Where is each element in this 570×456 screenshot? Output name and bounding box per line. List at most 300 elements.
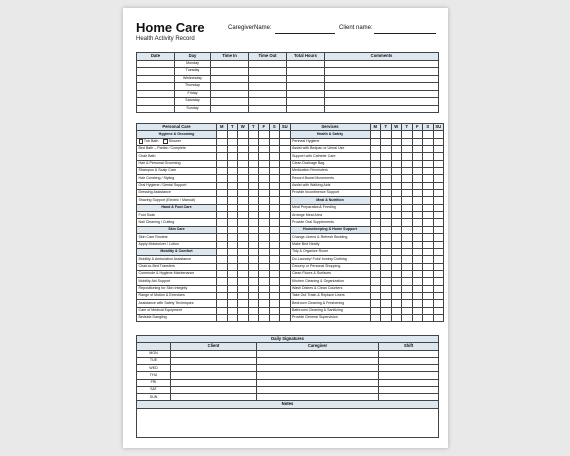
check-cell[interactable] xyxy=(259,248,270,255)
check-cell[interactable] xyxy=(423,204,434,211)
check-cell[interactable] xyxy=(391,292,402,299)
check-cell[interactable] xyxy=(391,219,402,226)
check-cell[interactable] xyxy=(381,204,392,211)
check-cell[interactable] xyxy=(280,204,291,211)
check-cell[interactable] xyxy=(280,197,291,204)
check-cell[interactable] xyxy=(238,204,249,211)
check-cell[interactable] xyxy=(238,278,249,285)
check-cell[interactable] xyxy=(402,300,413,307)
check-cell[interactable] xyxy=(391,300,402,307)
check-cell[interactable] xyxy=(217,256,228,263)
date-cell[interactable] xyxy=(137,83,175,91)
check-cell[interactable] xyxy=(370,300,381,307)
check-cell[interactable] xyxy=(248,226,259,233)
check-cell[interactable] xyxy=(280,314,291,321)
entry-cell[interactable] xyxy=(287,75,325,83)
check-cell[interactable] xyxy=(217,314,228,321)
check-cell[interactable] xyxy=(227,190,238,197)
check-cell[interactable] xyxy=(238,138,249,145)
check-cell[interactable] xyxy=(433,160,444,167)
check-cell[interactable] xyxy=(423,300,434,307)
check-cell[interactable] xyxy=(402,182,413,189)
check-cell[interactable] xyxy=(280,190,291,197)
check-cell[interactable] xyxy=(391,314,402,321)
entry-cell[interactable] xyxy=(249,90,287,98)
entry-cell[interactable] xyxy=(211,98,249,106)
check-cell[interactable] xyxy=(227,292,238,299)
check-cell[interactable] xyxy=(248,168,259,175)
check-cell[interactable] xyxy=(280,175,291,182)
entry-cell[interactable] xyxy=(249,105,287,113)
check-cell[interactable] xyxy=(391,226,402,233)
check-cell[interactable] xyxy=(280,292,291,299)
check-cell[interactable] xyxy=(217,190,228,197)
check-cell[interactable] xyxy=(238,131,249,138)
check-cell[interactable] xyxy=(381,270,392,277)
check-cell[interactable] xyxy=(227,175,238,182)
check-cell[interactable] xyxy=(423,292,434,299)
check-cell[interactable] xyxy=(269,300,280,307)
check-cell[interactable] xyxy=(248,219,259,226)
check-cell[interactable] xyxy=(217,168,228,175)
check-cell[interactable] xyxy=(248,197,259,204)
date-cell[interactable] xyxy=(137,105,175,113)
check-cell[interactable] xyxy=(402,314,413,321)
entry-cell[interactable] xyxy=(211,105,249,113)
check-cell[interactable] xyxy=(248,263,259,270)
check-cell[interactable] xyxy=(412,168,423,175)
check-cell[interactable] xyxy=(412,212,423,219)
check-cell[interactable] xyxy=(381,138,392,145)
check-cell[interactable] xyxy=(269,131,280,138)
check-cell[interactable] xyxy=(259,190,270,197)
check-cell[interactable] xyxy=(217,263,228,270)
check-cell[interactable] xyxy=(280,153,291,160)
check-cell[interactable] xyxy=(217,138,228,145)
check-cell[interactable] xyxy=(412,182,423,189)
check-cell[interactable] xyxy=(381,278,392,285)
check-cell[interactable] xyxy=(269,263,280,270)
signature-cell[interactable] xyxy=(171,387,257,394)
check-cell[interactable] xyxy=(402,226,413,233)
check-cell[interactable] xyxy=(423,146,434,153)
check-cell[interactable] xyxy=(227,160,238,167)
check-cell[interactable] xyxy=(248,138,259,145)
signature-cell[interactable] xyxy=(257,379,379,386)
check-cell[interactable] xyxy=(259,175,270,182)
entry-cell[interactable] xyxy=(211,90,249,98)
check-cell[interactable] xyxy=(217,212,228,219)
check-cell[interactable] xyxy=(269,153,280,160)
check-cell[interactable] xyxy=(248,278,259,285)
signature-cell[interactable] xyxy=(257,372,379,379)
check-cell[interactable] xyxy=(412,219,423,226)
entry-cell[interactable] xyxy=(287,98,325,106)
check-cell[interactable] xyxy=(269,182,280,189)
check-cell[interactable] xyxy=(370,219,381,226)
check-cell[interactable] xyxy=(227,138,238,145)
signature-cell[interactable] xyxy=(171,350,257,357)
check-cell[interactable] xyxy=(248,270,259,277)
check-cell[interactable] xyxy=(433,168,444,175)
check-cell[interactable] xyxy=(238,182,249,189)
date-cell[interactable] xyxy=(137,98,175,106)
check-cell[interactable] xyxy=(423,285,434,292)
check-cell[interactable] xyxy=(248,160,259,167)
entry-cell[interactable] xyxy=(325,105,439,113)
check-cell[interactable] xyxy=(412,256,423,263)
check-cell[interactable] xyxy=(391,175,402,182)
entry-cell[interactable] xyxy=(325,90,439,98)
check-cell[interactable] xyxy=(248,182,259,189)
check-cell[interactable] xyxy=(370,138,381,145)
check-cell[interactable] xyxy=(423,241,434,248)
check-cell[interactable] xyxy=(402,256,413,263)
signature-cell[interactable] xyxy=(171,379,257,386)
check-cell[interactable] xyxy=(381,131,392,138)
check-cell[interactable] xyxy=(402,138,413,145)
check-cell[interactable] xyxy=(381,197,392,204)
check-cell[interactable] xyxy=(391,131,402,138)
check-cell[interactable] xyxy=(370,131,381,138)
check-cell[interactable] xyxy=(370,256,381,263)
check-cell[interactable] xyxy=(280,300,291,307)
check-cell[interactable] xyxy=(238,307,249,314)
check-cell[interactable] xyxy=(381,175,392,182)
check-cell[interactable] xyxy=(227,314,238,321)
date-cell[interactable] xyxy=(137,90,175,98)
check-cell[interactable] xyxy=(412,278,423,285)
check-cell[interactable] xyxy=(391,190,402,197)
check-cell[interactable] xyxy=(280,160,291,167)
check-cell[interactable] xyxy=(423,278,434,285)
check-cell[interactable] xyxy=(391,307,402,314)
check-cell[interactable] xyxy=(412,175,423,182)
check-cell[interactable] xyxy=(370,204,381,211)
check-cell[interactable] xyxy=(370,160,381,167)
check-cell[interactable] xyxy=(259,131,270,138)
check-cell[interactable] xyxy=(269,204,280,211)
check-cell[interactable] xyxy=(391,146,402,153)
check-cell[interactable] xyxy=(248,256,259,263)
check-cell[interactable] xyxy=(280,248,291,255)
check-cell[interactable] xyxy=(269,307,280,314)
check-cell[interactable] xyxy=(269,248,280,255)
check-cell[interactable] xyxy=(269,146,280,153)
check-cell[interactable] xyxy=(238,153,249,160)
check-cell[interactable] xyxy=(217,241,228,248)
notes-box[interactable] xyxy=(136,400,439,438)
check-cell[interactable] xyxy=(269,175,280,182)
check-cell[interactable] xyxy=(412,138,423,145)
date-cell[interactable] xyxy=(137,75,175,83)
check-cell[interactable] xyxy=(412,204,423,211)
check-cell[interactable] xyxy=(433,256,444,263)
check-cell[interactable] xyxy=(370,292,381,299)
check-cell[interactable] xyxy=(227,197,238,204)
check-cell[interactable] xyxy=(391,248,402,255)
check-cell[interactable] xyxy=(412,131,423,138)
check-cell[interactable] xyxy=(433,197,444,204)
check-cell[interactable] xyxy=(238,175,249,182)
check-cell[interactable] xyxy=(412,285,423,292)
check-cell[interactable] xyxy=(259,307,270,314)
check-cell[interactable] xyxy=(433,175,444,182)
check-cell[interactable] xyxy=(259,204,270,211)
check-cell[interactable] xyxy=(227,234,238,241)
check-cell[interactable] xyxy=(370,234,381,241)
entry-cell[interactable] xyxy=(287,60,325,68)
check-cell[interactable] xyxy=(248,212,259,219)
check-cell[interactable] xyxy=(433,204,444,211)
check-cell[interactable] xyxy=(217,300,228,307)
check-cell[interactable] xyxy=(381,285,392,292)
check-cell[interactable] xyxy=(370,190,381,197)
check-cell[interactable] xyxy=(217,234,228,241)
check-cell[interactable] xyxy=(381,256,392,263)
check-cell[interactable] xyxy=(248,300,259,307)
check-cell[interactable] xyxy=(269,234,280,241)
check-cell[interactable] xyxy=(227,146,238,153)
check-cell[interactable] xyxy=(238,270,249,277)
check-cell[interactable] xyxy=(433,292,444,299)
check-cell[interactable] xyxy=(370,263,381,270)
check-cell[interactable] xyxy=(238,219,249,226)
check-cell[interactable] xyxy=(280,138,291,145)
check-cell[interactable] xyxy=(238,285,249,292)
check-cell[interactable] xyxy=(259,182,270,189)
date-cell[interactable] xyxy=(137,68,175,76)
check-cell[interactable] xyxy=(238,146,249,153)
check-cell[interactable] xyxy=(423,131,434,138)
check-cell[interactable] xyxy=(259,278,270,285)
check-cell[interactable] xyxy=(238,292,249,299)
check-cell[interactable] xyxy=(381,300,392,307)
check-cell[interactable] xyxy=(412,300,423,307)
check-cell[interactable] xyxy=(381,226,392,233)
check-cell[interactable] xyxy=(259,219,270,226)
signature-cell[interactable] xyxy=(379,372,439,379)
check-cell[interactable] xyxy=(217,285,228,292)
signature-cell[interactable] xyxy=(379,365,439,372)
check-cell[interactable] xyxy=(269,256,280,263)
check-cell[interactable] xyxy=(391,197,402,204)
check-cell[interactable] xyxy=(227,307,238,314)
caregiver-name-field[interactable] xyxy=(275,33,335,34)
check-cell[interactable] xyxy=(227,241,238,248)
check-cell[interactable] xyxy=(238,234,249,241)
checkbox-icon[interactable] xyxy=(139,139,143,143)
entry-cell[interactable] xyxy=(249,60,287,68)
check-cell[interactable] xyxy=(391,168,402,175)
check-cell[interactable] xyxy=(381,241,392,248)
check-cell[interactable] xyxy=(370,307,381,314)
check-cell[interactable] xyxy=(381,160,392,167)
check-cell[interactable] xyxy=(423,182,434,189)
entry-cell[interactable] xyxy=(287,90,325,98)
check-cell[interactable] xyxy=(238,314,249,321)
check-cell[interactable] xyxy=(259,138,270,145)
check-cell[interactable] xyxy=(423,197,434,204)
entry-cell[interactable] xyxy=(287,83,325,91)
check-cell[interactable] xyxy=(248,241,259,248)
check-cell[interactable] xyxy=(433,146,444,153)
check-cell[interactable] xyxy=(433,241,444,248)
check-cell[interactable] xyxy=(248,175,259,182)
check-cell[interactable] xyxy=(227,153,238,160)
check-cell[interactable] xyxy=(402,175,413,182)
check-cell[interactable] xyxy=(370,153,381,160)
check-cell[interactable] xyxy=(412,197,423,204)
check-cell[interactable] xyxy=(259,300,270,307)
check-cell[interactable] xyxy=(391,285,402,292)
check-cell[interactable] xyxy=(269,314,280,321)
check-cell[interactable] xyxy=(433,219,444,226)
check-cell[interactable] xyxy=(259,146,270,153)
check-cell[interactable] xyxy=(423,138,434,145)
signature-cell[interactable] xyxy=(171,365,257,372)
check-cell[interactable] xyxy=(433,131,444,138)
check-cell[interactable] xyxy=(217,226,228,233)
check-cell[interactable] xyxy=(402,131,413,138)
check-cell[interactable] xyxy=(370,226,381,233)
check-cell[interactable] xyxy=(248,146,259,153)
signature-cell[interactable] xyxy=(171,357,257,364)
check-cell[interactable] xyxy=(423,190,434,197)
entry-cell[interactable] xyxy=(249,98,287,106)
check-cell[interactable] xyxy=(433,300,444,307)
check-cell[interactable] xyxy=(269,160,280,167)
check-cell[interactable] xyxy=(402,263,413,270)
check-cell[interactable] xyxy=(391,153,402,160)
check-cell[interactable] xyxy=(269,285,280,292)
check-cell[interactable] xyxy=(259,270,270,277)
check-cell[interactable] xyxy=(227,248,238,255)
check-cell[interactable] xyxy=(248,204,259,211)
check-cell[interactable] xyxy=(381,146,392,153)
check-cell[interactable] xyxy=(370,182,381,189)
check-cell[interactable] xyxy=(412,234,423,241)
check-cell[interactable] xyxy=(391,241,402,248)
check-cell[interactable] xyxy=(391,234,402,241)
check-cell[interactable] xyxy=(370,168,381,175)
check-cell[interactable] xyxy=(248,307,259,314)
check-cell[interactable] xyxy=(412,146,423,153)
check-cell[interactable] xyxy=(391,212,402,219)
check-cell[interactable] xyxy=(248,285,259,292)
check-cell[interactable] xyxy=(259,226,270,233)
check-cell[interactable] xyxy=(402,204,413,211)
check-cell[interactable] xyxy=(238,168,249,175)
check-cell[interactable] xyxy=(227,168,238,175)
check-cell[interactable] xyxy=(391,256,402,263)
entry-cell[interactable] xyxy=(325,75,439,83)
check-cell[interactable] xyxy=(433,263,444,270)
check-cell[interactable] xyxy=(259,153,270,160)
check-cell[interactable] xyxy=(381,190,392,197)
check-cell[interactable] xyxy=(433,285,444,292)
check-cell[interactable] xyxy=(412,270,423,277)
check-cell[interactable] xyxy=(381,263,392,270)
check-cell[interactable] xyxy=(402,160,413,167)
entry-cell[interactable] xyxy=(287,68,325,76)
check-cell[interactable] xyxy=(280,168,291,175)
check-cell[interactable] xyxy=(433,278,444,285)
check-cell[interactable] xyxy=(423,175,434,182)
check-cell[interactable] xyxy=(402,270,413,277)
check-cell[interactable] xyxy=(402,241,413,248)
entry-cell[interactable] xyxy=(325,83,439,91)
check-cell[interactable] xyxy=(227,300,238,307)
signature-cell[interactable] xyxy=(379,379,439,386)
check-cell[interactable] xyxy=(269,226,280,233)
check-cell[interactable] xyxy=(238,226,249,233)
check-cell[interactable] xyxy=(423,168,434,175)
check-cell[interactable] xyxy=(280,226,291,233)
check-cell[interactable] xyxy=(238,190,249,197)
check-cell[interactable] xyxy=(370,285,381,292)
check-cell[interactable] xyxy=(269,278,280,285)
signature-cell[interactable] xyxy=(379,357,439,364)
entry-cell[interactable] xyxy=(211,83,249,91)
check-cell[interactable] xyxy=(227,204,238,211)
entry-cell[interactable] xyxy=(325,68,439,76)
check-cell[interactable] xyxy=(433,212,444,219)
check-cell[interactable] xyxy=(402,153,413,160)
check-cell[interactable] xyxy=(402,212,413,219)
check-cell[interactable] xyxy=(381,219,392,226)
check-cell[interactable] xyxy=(423,314,434,321)
check-cell[interactable] xyxy=(412,263,423,270)
check-cell[interactable] xyxy=(238,263,249,270)
check-cell[interactable] xyxy=(217,278,228,285)
check-cell[interactable] xyxy=(227,226,238,233)
check-cell[interactable] xyxy=(402,234,413,241)
checkbox-icon[interactable] xyxy=(163,139,167,143)
check-cell[interactable] xyxy=(433,234,444,241)
check-cell[interactable] xyxy=(433,138,444,145)
check-cell[interactable] xyxy=(259,256,270,263)
check-cell[interactable] xyxy=(370,241,381,248)
check-cell[interactable] xyxy=(280,241,291,248)
entry-cell[interactable] xyxy=(211,60,249,68)
entry-cell[interactable] xyxy=(325,98,439,106)
check-cell[interactable] xyxy=(423,160,434,167)
check-cell[interactable] xyxy=(227,256,238,263)
check-cell[interactable] xyxy=(259,168,270,175)
check-cell[interactable] xyxy=(217,146,228,153)
check-cell[interactable] xyxy=(280,212,291,219)
check-cell[interactable] xyxy=(402,146,413,153)
check-cell[interactable] xyxy=(269,241,280,248)
check-cell[interactable] xyxy=(238,241,249,248)
check-cell[interactable] xyxy=(259,234,270,241)
check-cell[interactable] xyxy=(217,248,228,255)
check-cell[interactable] xyxy=(217,307,228,314)
check-cell[interactable] xyxy=(280,285,291,292)
client-name-field[interactable] xyxy=(374,33,436,34)
check-cell[interactable] xyxy=(280,219,291,226)
check-cell[interactable] xyxy=(423,248,434,255)
check-cell[interactable] xyxy=(227,278,238,285)
check-cell[interactable] xyxy=(370,175,381,182)
entry-cell[interactable] xyxy=(211,75,249,83)
check-cell[interactable] xyxy=(412,292,423,299)
check-cell[interactable] xyxy=(269,219,280,226)
check-cell[interactable] xyxy=(248,190,259,197)
check-cell[interactable] xyxy=(269,212,280,219)
check-cell[interactable] xyxy=(412,190,423,197)
